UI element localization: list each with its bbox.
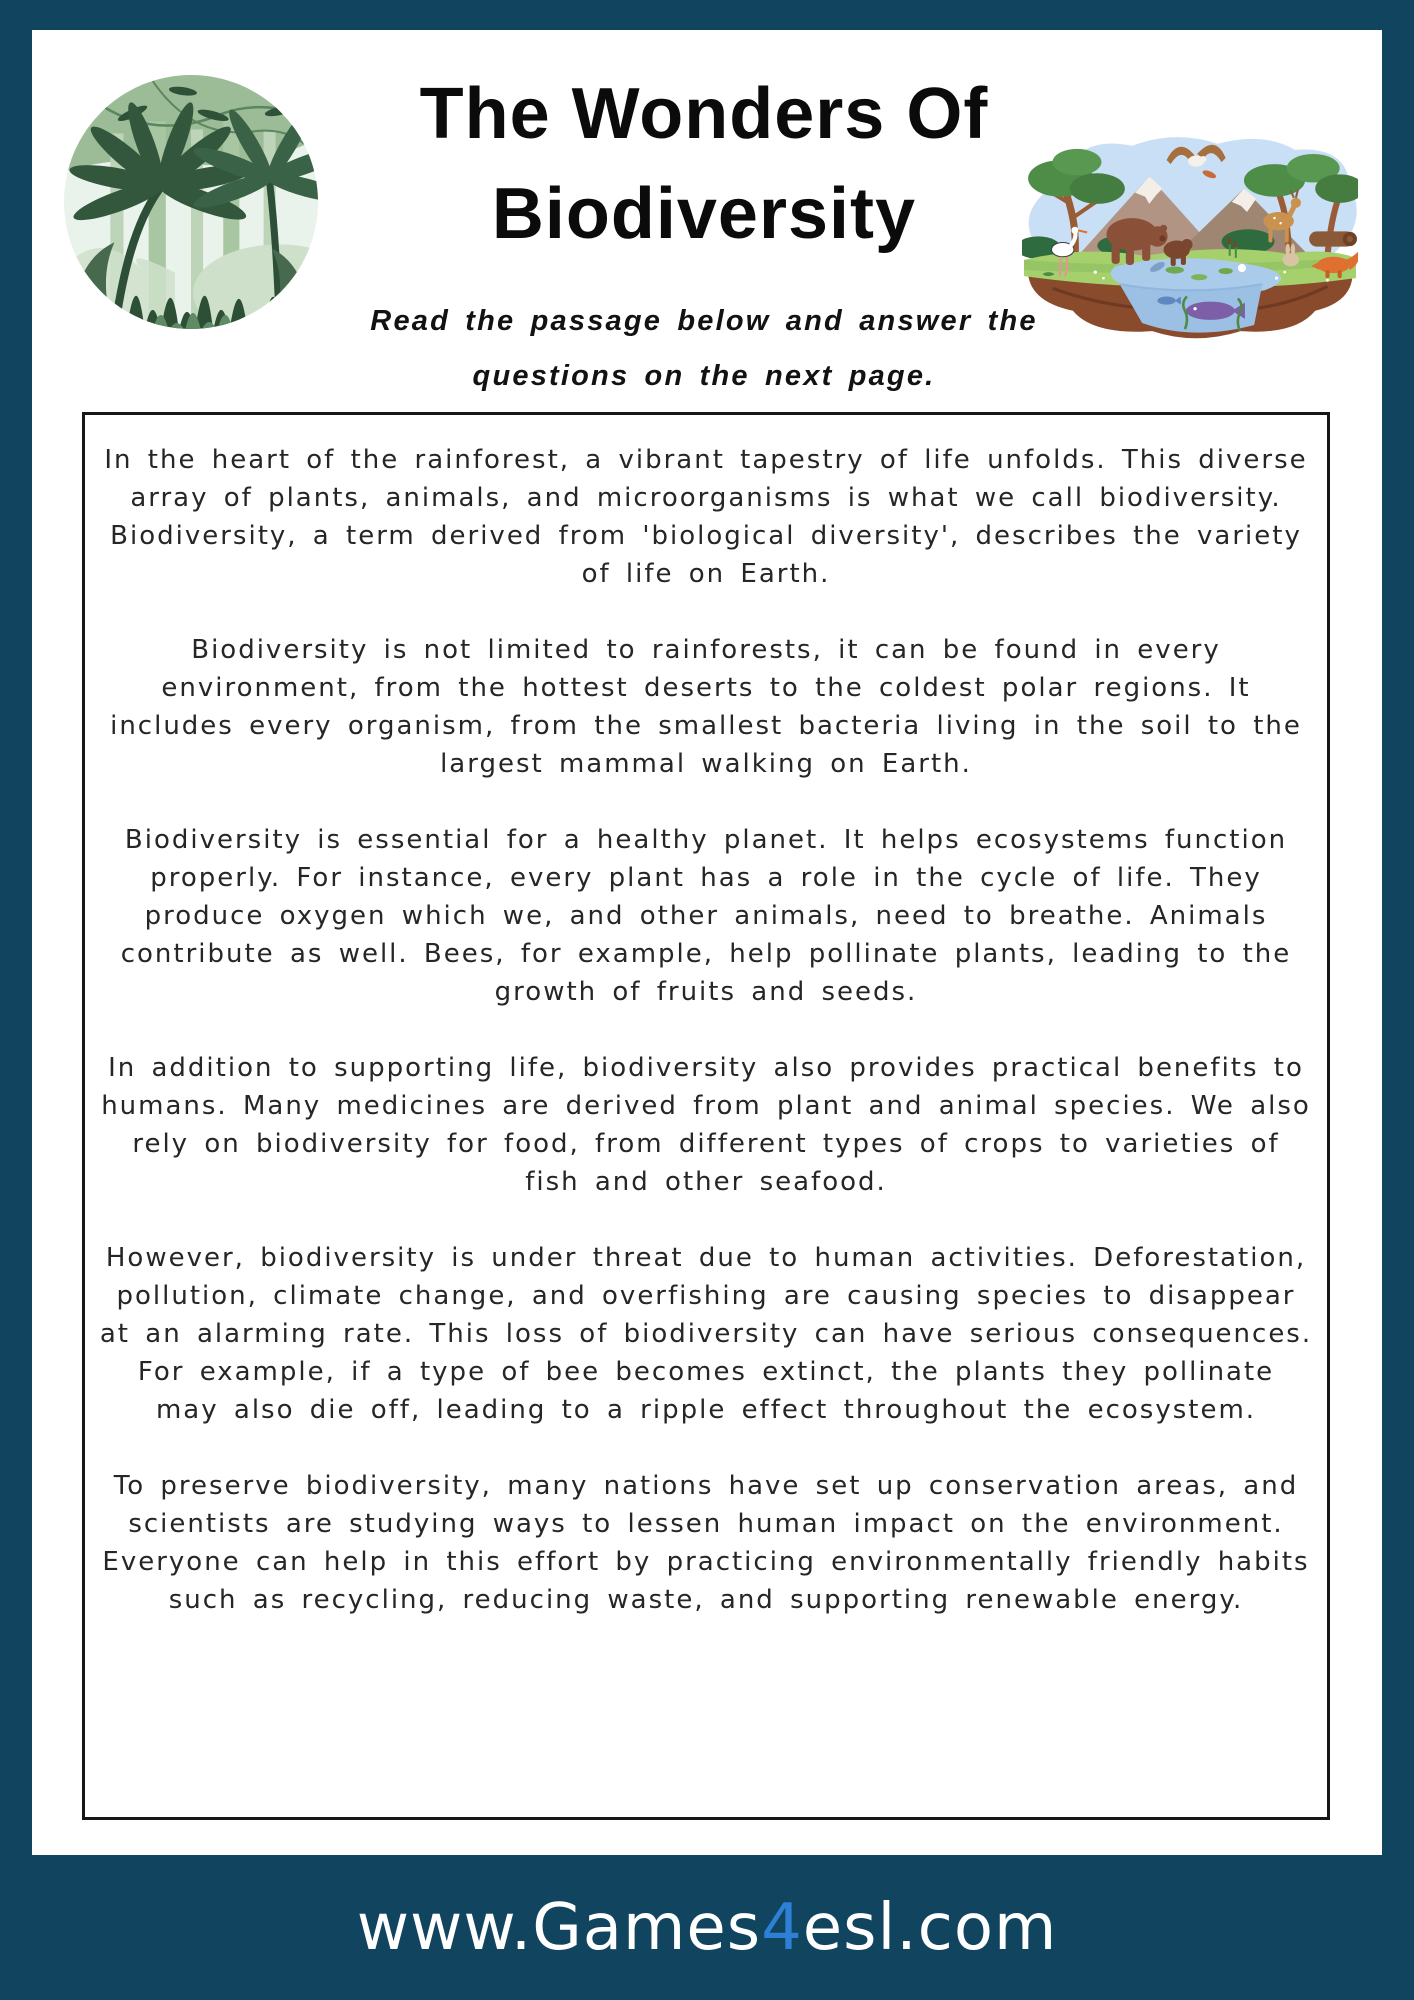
passage-paragraph-3: Biodiversity is essential for a healthy planet. It helps ecosystems function properly. For instance, every plant has a role in the cycle of life. They produce oxygen which we, and other animals, need to breathe. Animals contribute as well. Bees, for example, help pollinate plants, leading to the growth of fruits and seeds.	[120, 825, 1292, 1007]
passage-box	[82, 412, 1330, 1820]
website-url	[357, 1891, 1058, 1965]
website-url-accent: 4	[761, 1890, 803, 1965]
page-title-line-1: The Wonders Of	[419, 74, 989, 154]
website-url-prefix: www.Games	[356, 1890, 762, 1965]
footer-bar	[0, 1855, 1414, 2000]
passage-paragraph-2: Biodiversity is not limited to rainforests, it can be found in every environment, from the hottest deserts to the coldest polar regions. It includes every organism, from the smallest bacteria living in the soil to the largest mammal walking on Earth.	[110, 635, 1302, 779]
page-title-line-2: Biodiversity	[491, 174, 917, 254]
website-url-suffix: esl.com	[802, 1890, 1058, 1965]
passage-paragraph-1: In the heart of the rainforest, a vibrant tapestry of life unfolds. This diverse array of plants, animals, and microorganisms is what we call biodiversity. Biodiversity, a term derived from 'biological diversity', describes the variety of life on Earth.	[104, 445, 1308, 589]
rainforest-circle-illustration	[62, 73, 320, 331]
page-title	[299, 64, 1109, 264]
instructions-text: Read the passage below and answer the questions on the next page.	[370, 305, 1038, 392]
passage-paragraph-4: In addition to supporting life, biodiversity also provides practical benefits to humans. Many medicines are derived from plant and animal species. We also rely on biodiversity for food, from different types of crops to varieties of fish and other seafood.	[101, 1053, 1311, 1197]
passage-paragraph-5: However, biodiversity is under threat due to human activities. Deforestation, pollution, climate change, and overfishing are causing species to disappear at an alarming rate. This loss of biodiversity can have serious consequences. For example, if a type of bee becomes extinct, the plants they pollinate may also die off, leading to a ripple effect throughout the ecosystem.	[99, 1243, 1313, 1425]
worksheet-page	[32, 30, 1382, 1855]
log-figure	[1309, 231, 1357, 246]
passage-paragraph-6: To preserve biodiversity, many nations have set up conservation areas, and scientists are studying ways to lessen human impact on the environment. Everyone can help in this effort by practicing environmentally friendly habits such as recycling, reducing waste, and supporting renewable energy.	[102, 1471, 1310, 1615]
